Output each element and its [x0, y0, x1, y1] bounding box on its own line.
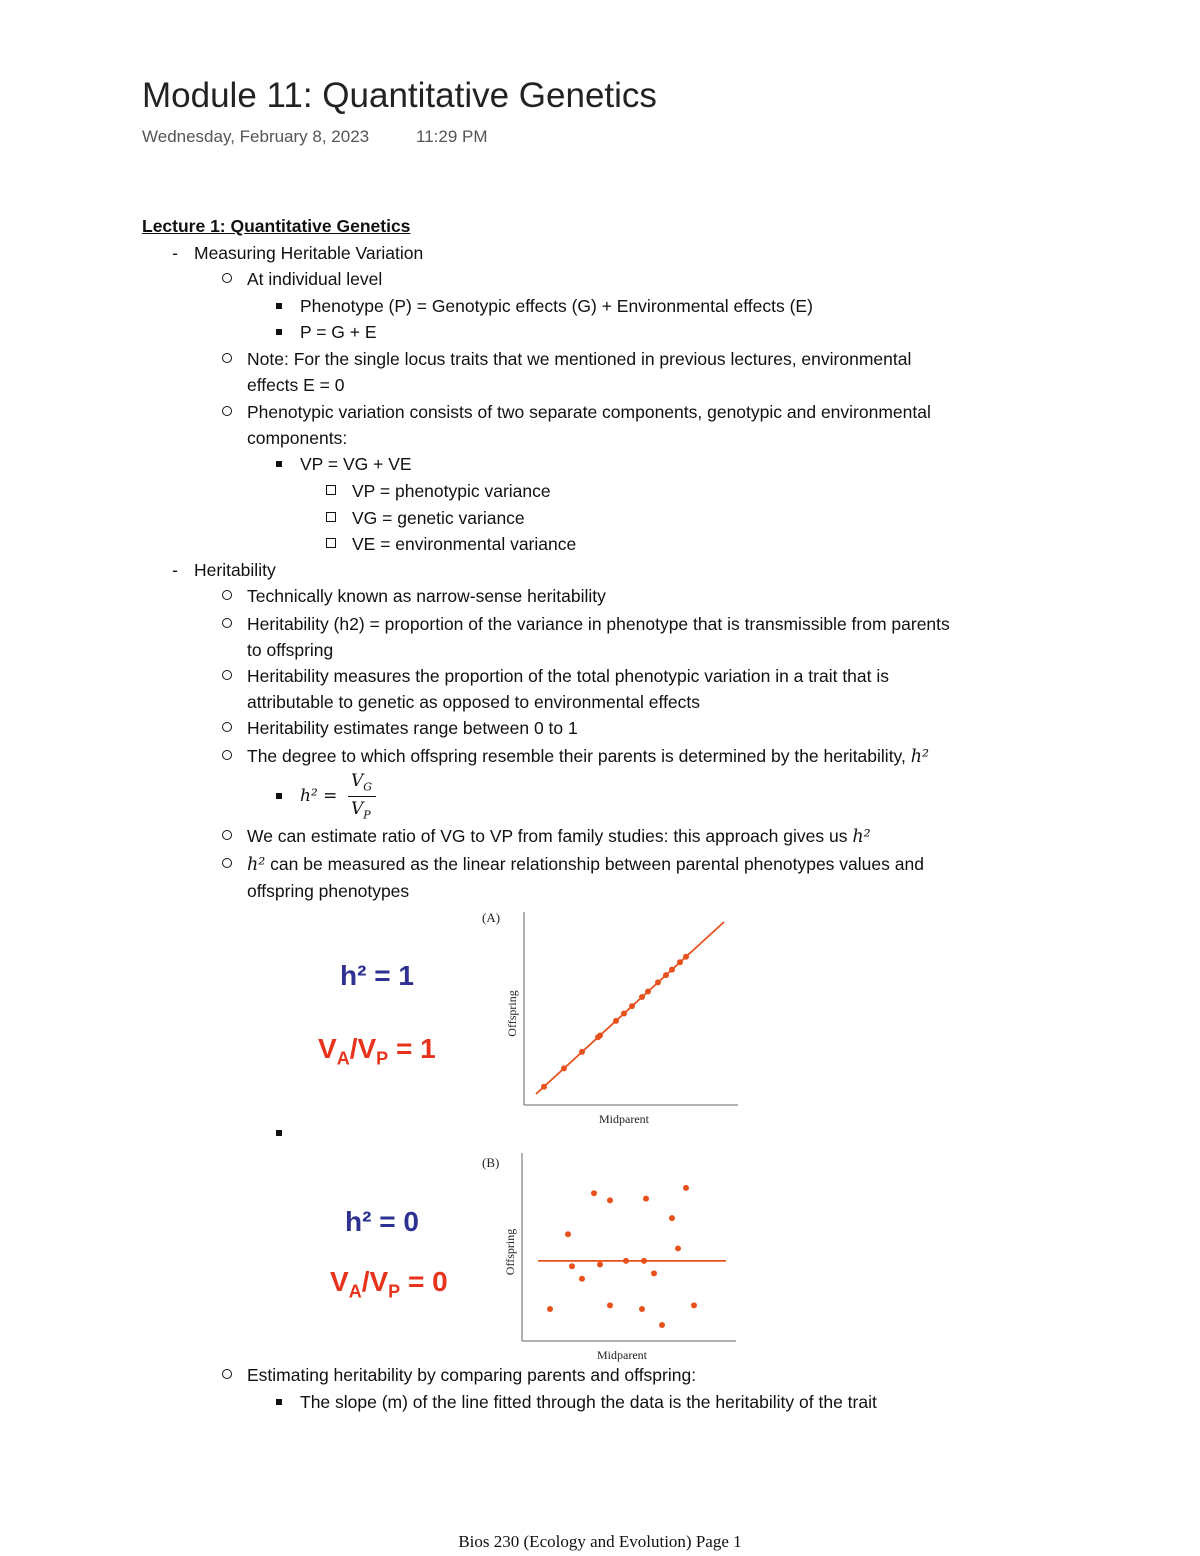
note-date: Wednesday, February 8, 2023: [142, 127, 370, 146]
data-point: [669, 967, 675, 973]
outline-item: VP = phenotypic variance: [352, 481, 551, 501]
data-point: [669, 1215, 675, 1221]
figure-a-ratio-label: [318, 1033, 436, 1070]
outline-item: Technically known as narrow-sense heritability: [247, 586, 606, 606]
data-point: [579, 1276, 585, 1282]
square-bullet-icon: [276, 1399, 282, 1405]
data-point: [683, 954, 689, 960]
formula-num-sub: G: [363, 780, 373, 794]
data-point: [641, 1258, 647, 1264]
note-time: 11:29 PM: [416, 127, 488, 146]
data-point: [621, 1011, 627, 1017]
data-point: [613, 1018, 619, 1024]
x-axis-label: Midparent: [597, 1348, 647, 1362]
data-point: [541, 1084, 547, 1090]
outline-item-cont: attributable to genetic as opposed to environmental effects: [247, 692, 701, 712]
formula-denominator: [351, 799, 371, 821]
outline-item: Measuring Heritable Variation: [194, 243, 424, 263]
data-point: [643, 1196, 649, 1202]
data-point: [565, 1231, 571, 1237]
outline-item: VE = environmental variance: [352, 534, 577, 554]
formula-lhs: h² =: [300, 786, 338, 806]
box-bullet-icon: [326, 512, 336, 522]
y-axis-label: Offspring: [503, 1228, 517, 1276]
outline-item-cont: components:: [247, 428, 348, 448]
square-bullet-icon: [276, 303, 282, 309]
data-point: [607, 1302, 613, 1308]
data-point: [677, 959, 683, 965]
ratio-sub-a: A: [348, 1281, 362, 1302]
data-point: [569, 1263, 575, 1269]
data-point: [659, 1322, 665, 1328]
ratio-end: = 1: [388, 1033, 436, 1064]
data-point: [607, 1197, 613, 1203]
math-h2: h²: [247, 855, 266, 875]
circle-bullet-icon: [222, 273, 232, 283]
chart-a: [470, 900, 750, 1130]
outline-item-cont: to offspring: [247, 640, 334, 660]
ratio-v: V: [330, 1266, 349, 1297]
formula-den-v: V: [351, 799, 364, 819]
circle-bullet-icon: [222, 353, 232, 363]
outline-item: Heritability measures the proportion of the total phenotypic variation in a trait that is: [247, 666, 890, 686]
outline-item: Heritability (h2) = proportion of the variance in phenotype that is transmissible from parents: [247, 614, 950, 634]
data-point: [579, 1049, 585, 1055]
data-point: [691, 1302, 697, 1308]
chart-title: (B): [482, 1155, 500, 1170]
circle-bullet-icon: [222, 1369, 232, 1379]
data-point: [655, 979, 661, 985]
data-point: [675, 1245, 681, 1251]
ratio-sub-a: A: [336, 1048, 350, 1069]
box-bullet-icon: [326, 538, 336, 548]
dash-bullet: -: [172, 243, 178, 263]
circle-bullet-icon: [222, 750, 232, 760]
outline-item-cont: effects E = 0: [247, 375, 345, 395]
outline-item: [247, 854, 924, 875]
outline-item: [247, 746, 929, 767]
data-point: [639, 1306, 645, 1312]
outline-item-cont: offspring phenotypes: [247, 881, 410, 901]
outline-item: P = G + E: [300, 322, 377, 342]
figure-a-h2-label: h² = 1: [340, 960, 414, 991]
data-point: [629, 1003, 635, 1009]
figure-b-h2-label: h² = 0: [345, 1206, 419, 1237]
data-point: [591, 1190, 597, 1196]
dash-bullet: -: [172, 560, 178, 580]
ratio-mid: /V: [361, 1266, 389, 1297]
lecture-heading: Lecture 1: Quantitative Genetics: [142, 216, 411, 236]
data-point: [547, 1306, 553, 1312]
circle-bullet-icon: [222, 830, 232, 840]
outline-item: At individual level: [247, 269, 383, 289]
ratio-mid: /V: [349, 1033, 377, 1064]
outline-text: The degree to which offspring resemble their parents is determined by the heritability,: [247, 746, 906, 766]
page-title: Module 11: Quantitative Genetics: [142, 76, 657, 115]
outline-text: We can estimate ratio of VG to VP from family studies: this approach gives us: [247, 826, 848, 846]
math-h2: h²: [910, 747, 930, 767]
outline-item: Heritability estimates range between 0 to 1: [247, 718, 578, 738]
formula-den-sub: P: [363, 808, 371, 822]
circle-bullet-icon: [222, 590, 232, 600]
figure-b-ratio-label: [330, 1266, 448, 1303]
square-bullet-icon: [276, 461, 282, 467]
circle-bullet-icon: [222, 722, 232, 732]
formula-numerator: [351, 771, 372, 793]
math-h2: h²: [852, 827, 871, 847]
data-point: [639, 994, 645, 1000]
data-point: [561, 1065, 567, 1071]
square-bullet-icon: [276, 329, 282, 335]
outline-text: can be measured as the linear relationship between parental phenotypes values and: [270, 854, 924, 874]
y-axis-label: Offspring: [505, 990, 519, 1037]
data-point: [683, 1185, 689, 1191]
data-point: [663, 972, 669, 978]
ratio-v: V: [318, 1033, 337, 1064]
outline-item: Phenotypic variation consists of two separate components, genotypic and environmental: [247, 402, 931, 422]
data-point: [651, 1270, 657, 1276]
fraction-bar: [348, 796, 376, 797]
outline-item: VP = VG + VE: [300, 454, 412, 474]
x-axis-label: Midparent: [599, 1112, 649, 1126]
chart-b: [470, 1145, 750, 1365]
circle-bullet-icon: [222, 618, 232, 628]
box-bullet-icon: [326, 485, 336, 495]
ratio-sub-p: P: [376, 1048, 389, 1069]
data-point: [645, 989, 651, 995]
outline-item: Note: For the single locus traits that we mentioned in previous lectures, environmental: [247, 349, 912, 369]
square-bullet-icon: [276, 793, 282, 799]
square-bullet-icon: [276, 1130, 282, 1136]
outline-item: VG = genetic variance: [352, 508, 525, 528]
chart-title: (A): [482, 910, 501, 925]
outline-item: Estimating heritability by comparing parents and offspring:: [247, 1365, 697, 1385]
outline-item: Heritability: [194, 560, 276, 580]
ratio-sub-p: P: [388, 1281, 401, 1302]
formula-num-v: V: [351, 771, 364, 791]
circle-bullet-icon: [222, 858, 232, 868]
outline-item: [247, 826, 871, 847]
data-point: [623, 1258, 629, 1264]
circle-bullet-icon: [222, 670, 232, 680]
data-point: [597, 1261, 603, 1267]
ratio-end: = 0: [400, 1266, 448, 1297]
outline-item: Phenotype (P) = Genotypic effects (G) + Environmental effects (E): [300, 296, 813, 316]
outline-item: The slope (m) of the line fitted through the data is the heritability of the trait: [300, 1392, 877, 1412]
page-footer: Bios 230 (Ecology and Evolution) Page 1: [458, 1532, 742, 1551]
circle-bullet-icon: [222, 406, 232, 416]
data-point: [597, 1032, 603, 1038]
